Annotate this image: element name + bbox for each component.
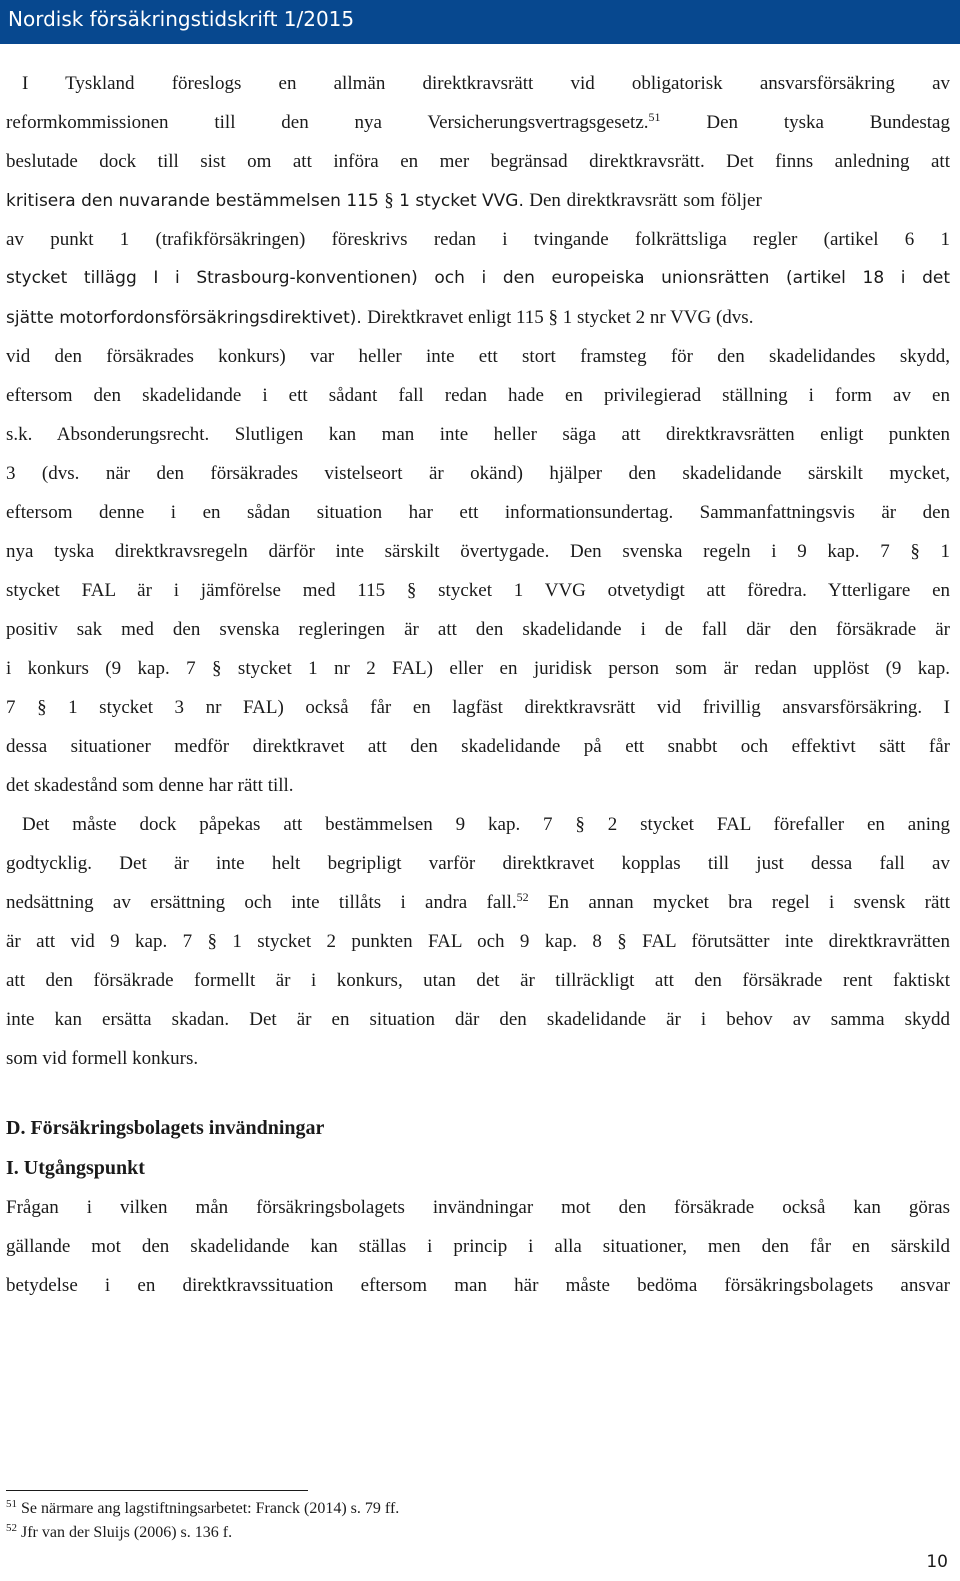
text-line: kritisera den nuvarande bestämmelsen 115 § 1 stycket VVG. Den direktkravsrätt som följer: [6, 190, 762, 211]
footnote-ref-51[interactable]: 51: [648, 110, 661, 124]
page-number: 10: [926, 1552, 948, 1572]
paragraph-3: [6, 1188, 950, 1305]
text-line: gällande mot den skadelidande kan ställas i princip i alla situationer, men den får en särskild: [6, 1236, 950, 1257]
text-line: beslutade dock till sist om att införa en mer begränsad direktkravsrätt. Det finns anledning att: [6, 151, 950, 172]
paragraph-2: [6, 805, 950, 1078]
text-line: 3 (dvs. när den försäkrades vistelseort är okänd) hjälper den skadelidande särskilt mycket,: [6, 463, 950, 484]
journal-title: Nordisk försäkringstidskrift 1/2015: [8, 7, 355, 31]
text-line: nedsättning av ersättning och inte tillåts i andra fall.$^{52}$ En annan mycket bra regel i svensk rätt: [6, 890, 950, 913]
section-sign: §: [575, 814, 585, 835]
section-sign: §: [207, 931, 218, 952]
text-line: 7 § 1 stycket 3 nr FAL) också får en lagfäst direktkravsrätt vid frivillig ansvarsförsäkring. I: [6, 697, 950, 718]
section-sign: §: [617, 931, 627, 952]
footnote-52: $^{52}$ Jfr van der Sluijs (2006) s. 136 f.: [6, 1522, 233, 1541]
section-sign: §: [406, 580, 417, 601]
text-line: inte kan ersätta skadan. Det är en situation där den skadelidande är i behov av samma skydd: [6, 1009, 950, 1030]
text-line: vid den försäkrades konkurs) var heller inte ett stort framsteg för den skadelidandes skydd,: [6, 346, 950, 367]
text-line: reformkommissionen till den nya Versicherungsvertragsgesetz.$^{51}$ Den tyska Bundestag: [6, 110, 950, 133]
text-line: dessa situationer medför direktkravet att den skadelidande på ett snabbt och effektivt sätt får: [6, 736, 950, 757]
text-line: stycket FAL är i jämförelse med 115 § stycket 1 VVG otvetydigt att föredra. Ytterligare en: [6, 580, 950, 601]
footnote-ref-52[interactable]: 52: [516, 890, 529, 904]
footnote-divider: [6, 1490, 308, 1491]
text-line: positiv sak med den svenska regleringen är att den skadelidande i de fall där den försäkrade är: [6, 619, 950, 640]
text-line: att den försäkrade formellt är i konkurs, utan det är tillräckligt att den försäkrade rent faktiskt: [6, 970, 950, 991]
section-sign: §: [384, 190, 394, 211]
text-line: i konkurs (9 kap. 7 § stycket 1 nr 2 FAL) eller en juridisk person som är redan upplöst (9 kap.: [6, 658, 950, 679]
journal-header-bar: [0, 0, 960, 44]
text-line: stycket tillägg I i Strasbourg-konventionen) och i den europeiska unionsrätten (artikel 18 i det: [6, 268, 950, 288]
text-line: s.k. Absonderungsrecht. Slutligen kan man inte heller säga att direktkravsrätten enligt punkten: [6, 424, 950, 445]
section-sign: §: [37, 697, 47, 718]
text-line: av punkt 1 (trafikförsäkringen) föreskrivs redan i tvingande folkrättsliga regler (artikel 6 1: [6, 229, 950, 250]
text-line: Det måste dock påpekas att bestämmelsen 9 kap. 7 § 2 stycket FAL förefaller en aning: [22, 814, 950, 835]
subsection-heading: I. Utgångspunkt: [6, 1157, 145, 1179]
text-line: I Tyskland föreslogs en allmän direktkravsrätt vid obligatorisk ansvarsförsäkring av: [22, 73, 950, 94]
text-line: godtycklig. Det är inte helt begripligt varför direktkravet kopplas till just dessa fall av: [6, 853, 950, 874]
footnote-51: $^{51}$ Se närmare ang lagstiftningsarbetet: Franck (2014) s. 79 ff.: [6, 1498, 400, 1517]
text-line: betydelse i en direktkravssituation eftersom man här måste bedöma försäkringsbolagets ansvar: [6, 1275, 950, 1296]
text-line: det skadestånd som denne har rätt till.: [6, 775, 294, 796]
text-line: eftersom denne i en sådan situation har ett informationsundertag. Sammanfattningsvis är den: [6, 502, 950, 523]
text-line: Frågan i vilken mån försäkringsbolagets invändningar mot den försäkrade också kan göras: [6, 1197, 950, 1218]
section-sign: §: [548, 307, 559, 328]
section-heading: D. Försäkringsbolagets invändningar: [6, 1117, 325, 1139]
text-line: som vid formell konkurs.: [6, 1048, 199, 1069]
document-body: [6, 64, 950, 1305]
section-sign: §: [910, 541, 920, 562]
footnotes: [6, 1497, 606, 1545]
section-sign: §: [212, 658, 222, 679]
text-line: sjätte motorfordonsförsäkringsdirektivet). Direktkravet enligt 115 § 1 stycket 2 nr VVG (dvs.: [6, 307, 754, 328]
text-line: eftersom den skadelidande i ett sådant fall redan hade en privilegierad ställning i form av en: [6, 385, 950, 406]
paragraph-1: [6, 64, 950, 805]
text-line: nya tyska direktkravsregeln därför inte särskilt övertygade. Den svenska regeln i 9 kap. 7 § 1: [6, 541, 950, 562]
text-line: är att vid 9 kap. 7 § 1 stycket 2 punkten FAL och 9 kap. 8 § FAL förutsätter inte direktkravrätten: [6, 931, 950, 952]
